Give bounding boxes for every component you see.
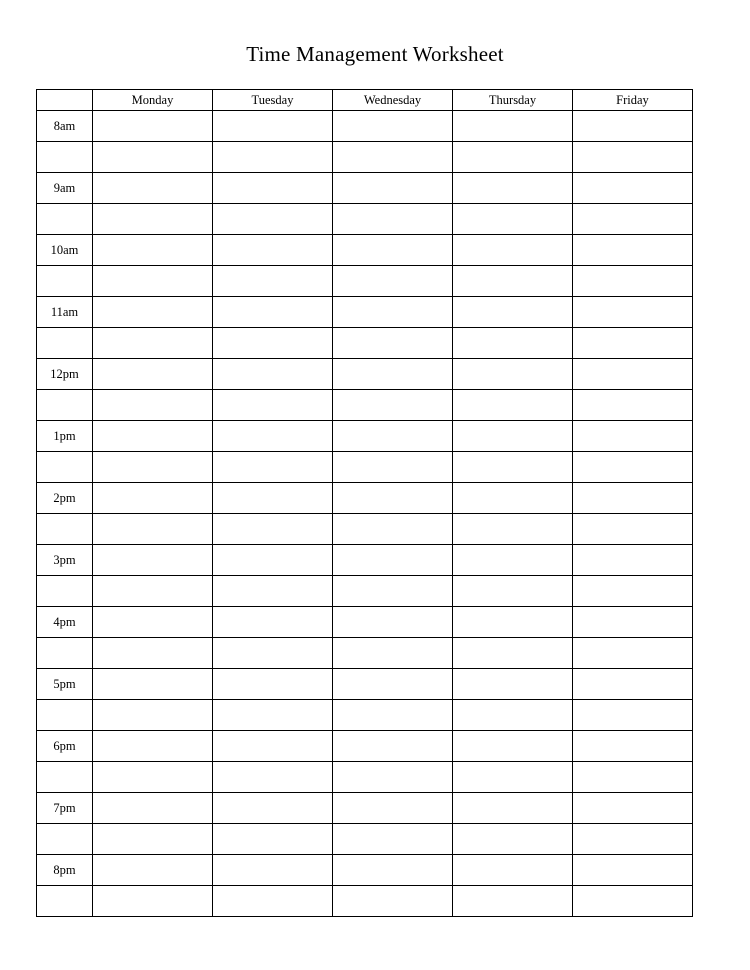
schedule-cell[interactable] (333, 855, 453, 886)
schedule-cell[interactable] (573, 669, 693, 700)
schedule-cell[interactable] (93, 235, 213, 266)
schedule-cell[interactable] (573, 824, 693, 855)
schedule-cell[interactable] (213, 483, 333, 514)
schedule-cell[interactable] (333, 452, 453, 483)
schedule-cell[interactable] (333, 886, 453, 917)
table-row (37, 514, 693, 545)
schedule-cell[interactable] (93, 328, 213, 359)
schedule-cell[interactable] (453, 514, 573, 545)
table-row (37, 824, 693, 855)
table-row (37, 204, 693, 235)
schedule-cell[interactable] (213, 638, 333, 669)
schedule-cell[interactable] (453, 762, 573, 793)
schedule-cell[interactable] (453, 266, 573, 297)
schedule-cell[interactable] (453, 204, 573, 235)
schedule-cell[interactable] (333, 328, 453, 359)
schedule-cell[interactable] (213, 669, 333, 700)
schedule-cell[interactable] (333, 235, 453, 266)
table-row (37, 576, 693, 607)
time-label-empty (37, 824, 93, 855)
schedule-cell[interactable] (93, 266, 213, 297)
schedule-cell[interactable] (573, 793, 693, 824)
schedule-cell[interactable] (573, 576, 693, 607)
time-label-8pm: 8pm (37, 855, 93, 886)
schedule-cell[interactable] (93, 762, 213, 793)
time-management-table (36, 89, 693, 917)
time-label-empty (37, 390, 93, 421)
time-label-empty (37, 142, 93, 173)
schedule-cell[interactable] (333, 266, 453, 297)
schedule-cell[interactable] (93, 421, 213, 452)
table-row (37, 731, 693, 762)
schedule-cell[interactable] (213, 142, 333, 173)
schedule-cell[interactable] (93, 359, 213, 390)
schedule-cell[interactable] (93, 483, 213, 514)
column-header-wednesday: Wednesday (333, 90, 453, 111)
schedule-cell[interactable] (333, 421, 453, 452)
page-title: Time Management Worksheet (246, 42, 504, 66)
schedule-cell[interactable] (93, 142, 213, 173)
schedule-cell[interactable] (213, 855, 333, 886)
schedule-cell[interactable] (93, 111, 213, 142)
schedule-cell[interactable] (573, 235, 693, 266)
schedule-cell[interactable] (213, 421, 333, 452)
time-label-3pm: 3pm (37, 545, 93, 576)
schedule-cell[interactable] (213, 297, 333, 328)
schedule-cell[interactable] (333, 576, 453, 607)
table-row (37, 855, 693, 886)
worksheet-table-container (0, 89, 750, 917)
time-label-empty (37, 514, 93, 545)
schedule-cell[interactable] (453, 886, 573, 917)
table-row (37, 390, 693, 421)
table-row (37, 886, 693, 917)
schedule-cell[interactable] (453, 669, 573, 700)
schedule-cell[interactable] (573, 762, 693, 793)
schedule-cell[interactable] (213, 173, 333, 204)
schedule-cell[interactable] (453, 545, 573, 576)
table-row (37, 483, 693, 514)
time-label-5pm: 5pm (37, 669, 93, 700)
schedule-cell[interactable] (213, 111, 333, 142)
schedule-cell[interactable] (213, 266, 333, 297)
time-label-9am: 9am (37, 173, 93, 204)
schedule-cell[interactable] (573, 886, 693, 917)
schedule-cell[interactable] (573, 452, 693, 483)
schedule-cell[interactable] (213, 514, 333, 545)
time-label-8am: 8am (37, 111, 93, 142)
schedule-cell[interactable] (573, 700, 693, 731)
schedule-cell[interactable] (453, 607, 573, 638)
schedule-cell[interactable] (213, 607, 333, 638)
table-row (37, 111, 693, 142)
schedule-cell[interactable] (93, 204, 213, 235)
schedule-cell[interactable] (453, 452, 573, 483)
schedule-cell[interactable] (573, 359, 693, 390)
schedule-cell[interactable] (333, 731, 453, 762)
schedule-cell[interactable] (573, 483, 693, 514)
schedule-cell[interactable] (573, 142, 693, 173)
table-row (37, 235, 693, 266)
table-row (37, 638, 693, 669)
table-row (37, 173, 693, 204)
schedule-cell[interactable] (213, 390, 333, 421)
schedule-cell[interactable] (453, 576, 573, 607)
schedule-cell[interactable] (213, 204, 333, 235)
schedule-cell[interactable] (333, 173, 453, 204)
time-label-4pm: 4pm (37, 607, 93, 638)
schedule-cell[interactable] (573, 607, 693, 638)
schedule-cell[interactable] (573, 328, 693, 359)
header-corner-cell (37, 90, 93, 111)
time-label-empty (37, 328, 93, 359)
schedule-cell[interactable] (573, 638, 693, 669)
schedule-cell[interactable] (213, 545, 333, 576)
table-row (37, 545, 693, 576)
schedule-cell[interactable] (333, 545, 453, 576)
schedule-cell[interactable] (93, 390, 213, 421)
table-row (37, 669, 693, 700)
time-label-12pm: 12pm (37, 359, 93, 390)
schedule-cell[interactable] (93, 700, 213, 731)
schedule-cell[interactable] (213, 793, 333, 824)
schedule-cell[interactable] (93, 452, 213, 483)
schedule-cell[interactable] (333, 762, 453, 793)
table-row (37, 421, 693, 452)
schedule-cell[interactable] (573, 173, 693, 204)
table-header (37, 90, 693, 111)
schedule-cell[interactable] (453, 731, 573, 762)
schedule-cell[interactable] (213, 886, 333, 917)
schedule-cell[interactable] (333, 824, 453, 855)
time-label-empty (37, 576, 93, 607)
schedule-cell[interactable] (213, 328, 333, 359)
header-row (37, 90, 693, 111)
schedule-cell[interactable] (93, 297, 213, 328)
schedule-cell[interactable] (93, 607, 213, 638)
table-row (37, 700, 693, 731)
schedule-cell[interactable] (333, 669, 453, 700)
schedule-cell[interactable] (213, 731, 333, 762)
schedule-cell[interactable] (93, 173, 213, 204)
schedule-cell[interactable] (573, 111, 693, 142)
schedule-cell[interactable] (333, 390, 453, 421)
table-row (37, 266, 693, 297)
column-header-friday: Friday (573, 90, 693, 111)
table-row (37, 452, 693, 483)
schedule-cell[interactable] (93, 638, 213, 669)
schedule-cell[interactable] (453, 700, 573, 731)
schedule-cell[interactable] (453, 855, 573, 886)
schedule-cell[interactable] (453, 235, 573, 266)
schedule-cell[interactable] (573, 545, 693, 576)
schedule-cell[interactable] (453, 142, 573, 173)
schedule-cell[interactable] (93, 576, 213, 607)
column-header-thursday: Thursday (453, 90, 573, 111)
time-label-7pm: 7pm (37, 793, 93, 824)
schedule-cell[interactable] (453, 421, 573, 452)
schedule-cell[interactable] (333, 297, 453, 328)
schedule-cell[interactable] (93, 669, 213, 700)
schedule-cell[interactable] (213, 359, 333, 390)
schedule-cell[interactable] (573, 855, 693, 886)
schedule-cell[interactable] (333, 514, 453, 545)
time-label-empty (37, 886, 93, 917)
time-label-2pm: 2pm (37, 483, 93, 514)
schedule-cell[interactable] (93, 855, 213, 886)
time-label-1pm: 1pm (37, 421, 93, 452)
table-row (37, 762, 693, 793)
schedule-cell[interactable] (213, 452, 333, 483)
time-label-11am: 11am (37, 297, 93, 328)
schedule-cell[interactable] (333, 359, 453, 390)
schedule-cell[interactable] (93, 731, 213, 762)
column-header-monday: Monday (93, 90, 213, 111)
schedule-cell[interactable] (573, 731, 693, 762)
schedule-cell[interactable] (453, 111, 573, 142)
schedule-cell[interactable] (213, 824, 333, 855)
schedule-cell[interactable] (573, 204, 693, 235)
time-label-empty (37, 204, 93, 235)
schedule-cell[interactable] (573, 390, 693, 421)
table-body (37, 111, 693, 917)
schedule-cell[interactable] (93, 886, 213, 917)
schedule-cell[interactable] (333, 607, 453, 638)
time-label-empty (37, 700, 93, 731)
time-label-empty (37, 638, 93, 669)
column-header-tuesday: Tuesday (213, 90, 333, 111)
schedule-cell[interactable] (333, 638, 453, 669)
schedule-cell[interactable] (573, 297, 693, 328)
schedule-cell[interactable] (333, 111, 453, 142)
schedule-cell[interactable] (453, 824, 573, 855)
time-label-empty (37, 266, 93, 297)
schedule-cell[interactable] (333, 793, 453, 824)
schedule-cell[interactable] (453, 483, 573, 514)
time-label-10am: 10am (37, 235, 93, 266)
schedule-cell[interactable] (453, 638, 573, 669)
table-row (37, 142, 693, 173)
schedule-cell[interactable] (573, 514, 693, 545)
schedule-cell[interactable] (453, 390, 573, 421)
schedule-cell[interactable] (333, 700, 453, 731)
schedule-cell[interactable] (93, 545, 213, 576)
schedule-cell[interactable] (213, 576, 333, 607)
schedule-cell[interactable] (573, 421, 693, 452)
schedule-cell[interactable] (213, 235, 333, 266)
schedule-cell[interactable] (93, 793, 213, 824)
table-row (37, 607, 693, 638)
table-row (37, 297, 693, 328)
schedule-cell[interactable] (93, 824, 213, 855)
schedule-cell[interactable] (453, 297, 573, 328)
schedule-cell[interactable] (333, 204, 453, 235)
schedule-cell[interactable] (213, 762, 333, 793)
schedule-cell[interactable] (453, 328, 573, 359)
schedule-cell[interactable] (333, 483, 453, 514)
schedule-cell[interactable] (453, 793, 573, 824)
table-row (37, 793, 693, 824)
time-label-6pm: 6pm (37, 731, 93, 762)
schedule-cell[interactable] (213, 700, 333, 731)
schedule-cell[interactable] (333, 142, 453, 173)
time-label-empty (37, 762, 93, 793)
time-label-empty (37, 452, 93, 483)
schedule-cell[interactable] (573, 266, 693, 297)
schedule-cell[interactable] (453, 359, 573, 390)
schedule-cell[interactable] (453, 173, 573, 204)
table-row (37, 328, 693, 359)
table-row (37, 359, 693, 390)
schedule-cell[interactable] (93, 514, 213, 545)
